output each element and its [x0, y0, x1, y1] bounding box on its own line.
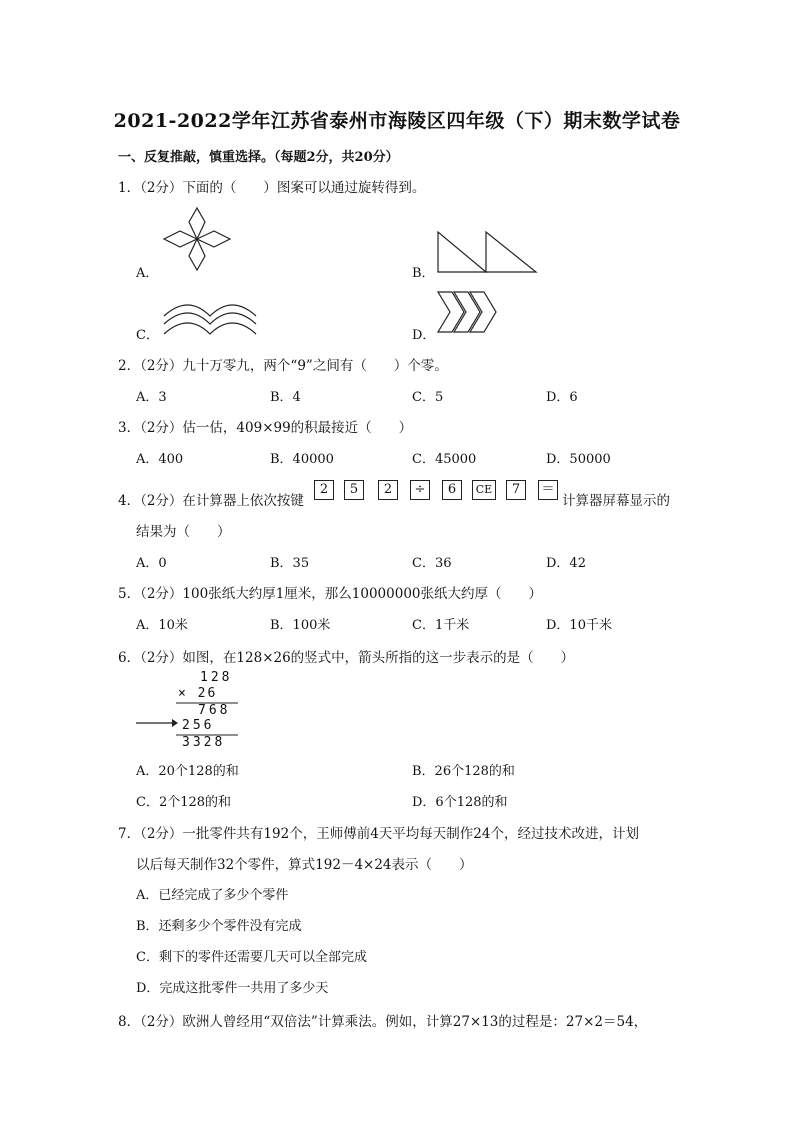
q4-option-a: A．0	[136, 556, 167, 571]
q3-option-d: D．50000	[546, 452, 611, 467]
q2-option-a: A．3	[136, 390, 167, 405]
q5-option-b: B．100米	[270, 618, 331, 633]
question-1-stem: 1．（2分）下面的（ ）图案可以通过旋转得到。	[118, 180, 426, 196]
q7-option-a: A．已经完成了多少个零件	[136, 888, 289, 903]
question-4-stem: 4．（2分）在计算器上依次按键	[118, 493, 304, 509]
q5-option-c: C．1千米	[412, 618, 470, 633]
calc-row-multiplicand: 128	[200, 670, 233, 685]
calc-row-partial-2: 256	[182, 718, 215, 733]
page-title: 2021-2022学年江苏省泰州市海陵区四年级（下）期末数学试卷	[113, 110, 681, 132]
question-5-stem: 5．（2分）100张纸大约厚1厘米，那么10000000张纸大约厚（ ）	[118, 586, 542, 602]
question-2-stem: 2．（2分）九十万零九，两个“9”之间有（ ）个零。	[118, 358, 448, 374]
q7-option-c: C．剩下的零件还需要几天可以全部完成	[136, 950, 367, 965]
calc-key: 7	[506, 480, 526, 500]
q7-option-b: B．还剩多少个零件没有完成	[136, 919, 302, 934]
q3-option-b: B．40000	[270, 452, 334, 467]
q1-option-d: D．	[412, 328, 436, 343]
calc-key: CE	[472, 480, 496, 500]
calc-key: 2	[314, 480, 334, 500]
q6-option-d: D．6个128的和	[412, 795, 508, 810]
q4-option-c: C．36	[412, 556, 452, 571]
q3-option-a: A．400	[136, 452, 184, 467]
q1-option-c: C．	[136, 328, 159, 343]
q3-option-c: C．45000	[412, 452, 477, 467]
calc-key: ＝	[538, 480, 558, 500]
q5-option-d: D．10千米	[546, 618, 612, 633]
question-4-tail: 计算器屏幕显示的	[562, 493, 670, 509]
q6-option-b: B．26个128的和	[412, 764, 515, 779]
chevrons-figure	[436, 290, 504, 336]
q2-option-c: C．5	[412, 390, 444, 405]
q5-option-a: A．10米	[136, 618, 188, 633]
q1-option-b: B．	[412, 266, 435, 281]
q6-option-c: C．2个128的和	[136, 795, 232, 810]
q2-option-b: B．4	[270, 390, 301, 405]
question-7-line2: 以后每天制作32个零件，算式192－4×24表示（ ）	[136, 857, 473, 873]
arches-figure	[162, 294, 258, 336]
section-heading: 一、反复推敲，慎重选择。（每题2分，共20分）	[118, 150, 399, 165]
arrow-icon	[136, 718, 178, 728]
question-6-stem: 6．（2分）如图，在128×26的竖式中，箭头所指的这一步表示的是（ ）	[118, 650, 575, 666]
q6-option-a: A．20个128的和	[136, 764, 239, 779]
calc-row-product: 3328	[182, 735, 226, 750]
question-8-stem: 8．（2分）欧洲人曾经用“双倍法”计算乘法。例如，计算27×13的过程是：27×2＝54，	[118, 1014, 648, 1030]
q4-option-b: B．35	[270, 556, 310, 571]
triangles-figure	[436, 230, 538, 274]
q7-option-d: D．完成这批零件一共用了多少天	[136, 981, 329, 996]
q2-option-d: D．6	[546, 390, 578, 405]
calc-row-multiplier: × 26	[178, 686, 218, 701]
calc-row-partial-1: 768	[198, 703, 231, 718]
question-4-line2: 结果为（ ）	[136, 524, 231, 540]
calc-key: ÷	[410, 480, 430, 500]
calc-key: 6	[442, 480, 462, 500]
question-3-stem: 3．（2分）估一估，409×99的积最接近（ ）	[118, 420, 413, 436]
q4-option-d: D．42	[546, 556, 586, 571]
pinwheel-figure	[162, 206, 232, 272]
question-7-stem: 7．（2分）一批零件共有192个，王师傅前4天平均每天制作24个，经过技术改进，计划	[118, 826, 639, 842]
q1-option-a: A．	[136, 266, 159, 281]
calc-key: 2	[378, 480, 398, 500]
calc-key: 5	[344, 480, 364, 500]
